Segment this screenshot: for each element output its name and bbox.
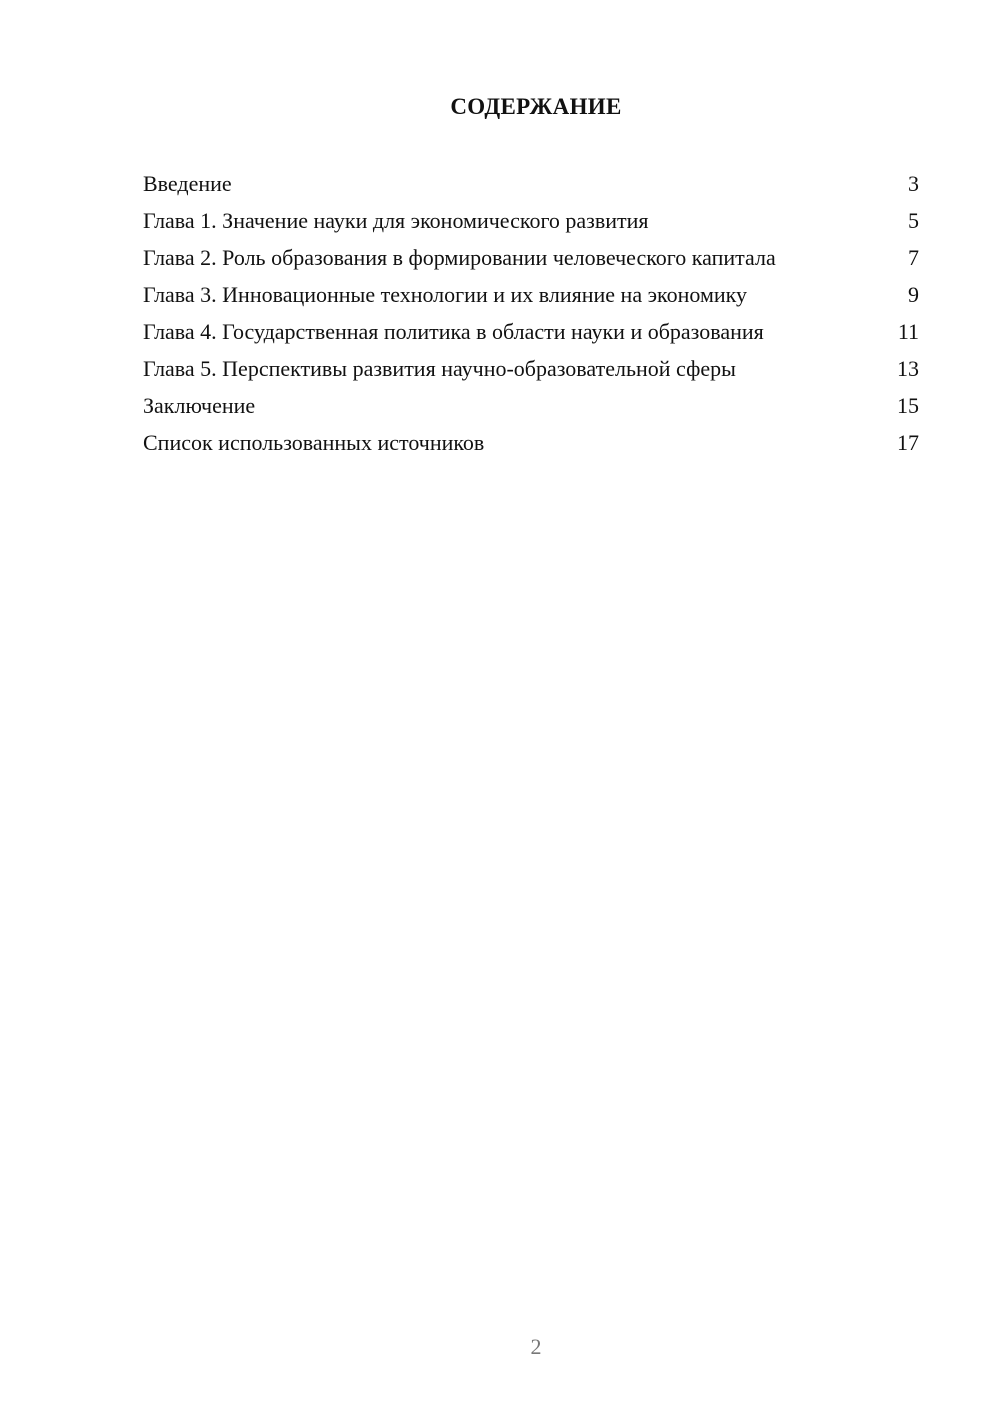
toc-entry-page: 7 xyxy=(908,245,919,270)
toc-entry-introduction xyxy=(143,170,919,197)
page-number: 2 xyxy=(530,1334,542,1359)
toc-entry-chapter-3 xyxy=(143,281,919,308)
page-title: СОДЕРЖАНИЕ xyxy=(450,94,622,119)
toc-entry-label: Глава 5. Перспективы развития научно-образовательной сферы xyxy=(143,356,736,381)
toc-entry-page: 17 xyxy=(897,430,919,455)
toc-entry-conclusion xyxy=(143,392,919,419)
toc-entry-chapter-5 xyxy=(143,355,919,382)
toc-entry-label: Заключение xyxy=(143,393,256,418)
toc-entry-label: Глава 1. Значение науки для экономического развития xyxy=(143,208,649,233)
table-of-contents xyxy=(143,170,919,466)
toc-entry-page: 13 xyxy=(897,356,919,381)
toc-entry-page: 11 xyxy=(897,319,919,344)
toc-entry-page: 5 xyxy=(908,208,919,233)
toc-entry-page: 15 xyxy=(897,393,919,418)
toc-entry-page: 9 xyxy=(908,282,919,307)
toc-entry-chapter-2 xyxy=(143,244,919,271)
toc-entry-chapter-4 xyxy=(143,318,919,345)
toc-entry-references xyxy=(143,429,919,456)
toc-entry-chapter-1 xyxy=(143,207,919,234)
toc-entry-label: Введение xyxy=(143,171,232,196)
toc-entry-page: 3 xyxy=(908,171,919,196)
toc-entry-label: Глава 4. Государственная политика в области науки и образования xyxy=(143,319,764,344)
toc-entry-label: Список использованных источников xyxy=(143,430,485,455)
toc-entry-label: Глава 2. Роль образования в формировании человеческого капитала xyxy=(143,245,776,270)
toc-entry-label: Глава 3. Инновационные технологии и их влияние на экономику xyxy=(143,282,748,307)
